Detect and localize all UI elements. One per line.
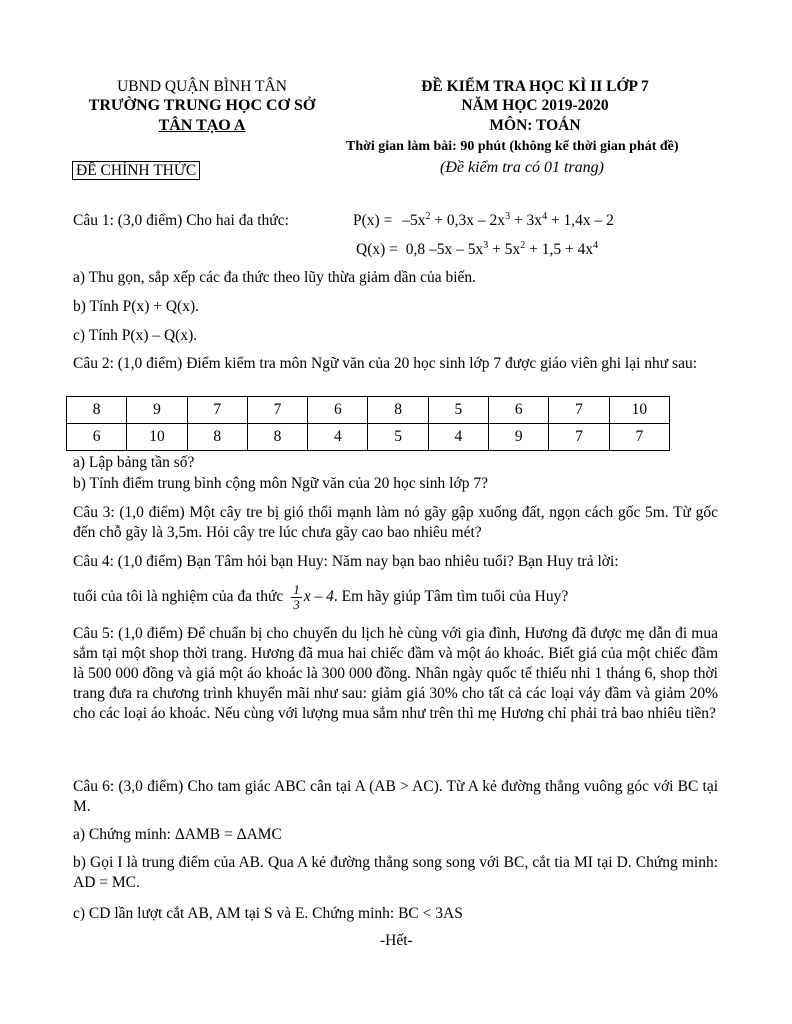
school-year: NĂM HỌC 2019-2020 bbox=[461, 97, 609, 114]
table-cell: 8 bbox=[67, 397, 127, 424]
q1-part-c: c) Tính P(x) – Q(x). bbox=[73, 327, 198, 344]
q5-text: Câu 5: (1,0 điểm) Để chuẩn bị cho chuyến du lịch hè cùng với gia đình, Hương đã được mẹ dẫn đi mua sắm tại một shop thời trang. Hương đã mua hai chiếc đầm và một áo khoác. Biết giá của một chiếc đầm là 500 000 đồng và giá một áo khoác là 300 000 đồng. Nhân ngày quốc tế thiếu nhi 1 tháng 6, shop thời trang đưa ra chương trình khuyến mãi như sau: giảm giá 30% cho tất cả các loại váy đầm và giảm 20% cho các loại áo khoác. Nếu cùng với lượng mua sắm như trên thì mẹ Hương chỉ phải trả bao nhiêu tiền? bbox=[73, 625, 718, 722]
table-cell: 7 bbox=[609, 424, 669, 451]
table-cell: 8 bbox=[368, 397, 428, 424]
scores-table bbox=[66, 396, 670, 451]
table-cell: 8 bbox=[247, 424, 307, 451]
table-row bbox=[67, 424, 670, 451]
q2-part-b: b) Tính điểm trung bình cộng môn Ngữ văn của 20 học sinh lớp 7? bbox=[73, 475, 488, 492]
p-term3: + 3x bbox=[510, 212, 543, 229]
table-cell: 5 bbox=[428, 397, 488, 424]
table-cell: 7 bbox=[549, 397, 609, 424]
q-exp2: 2 bbox=[520, 239, 526, 251]
official-label: ĐỀ CHÍNH THỨC bbox=[72, 161, 200, 180]
q4-line2-post: . Em hãy giúp Tâm tìm tuổi của Huy? bbox=[333, 588, 569, 605]
table-cell: 5 bbox=[368, 424, 428, 451]
q4-line2 bbox=[73, 577, 568, 617]
table-cell: 6 bbox=[489, 397, 549, 424]
p-exp3: 4 bbox=[542, 210, 548, 222]
table-cell: 7 bbox=[549, 424, 609, 451]
p-exp2: 3 bbox=[505, 210, 511, 222]
q-term3: + 1,5 + 4x bbox=[525, 241, 594, 258]
q4-fraction-den: 3 bbox=[293, 596, 300, 612]
school-name-line2-wrap bbox=[72, 117, 332, 135]
q4-expression: x – 4 bbox=[303, 588, 334, 605]
q1-part-b: b) Tính P(x) + Q(x). bbox=[73, 298, 199, 315]
table-cell: 4 bbox=[308, 424, 368, 451]
table-cell: 7 bbox=[187, 397, 247, 424]
q6-part-c: c) CD lần lượt cắt AB, AM tại S và E. Chứng minh: BC < 3AS bbox=[73, 905, 463, 922]
school-name-line1: TRƯỜNG TRUNG HỌC CƠ SỞ bbox=[88, 97, 316, 114]
table-cell: 9 bbox=[127, 397, 187, 424]
q-term1: 0,8 –5x – 5x bbox=[405, 241, 484, 258]
q2-part-a: a) Lập bảng tần số? bbox=[73, 454, 195, 471]
table-cell: 6 bbox=[308, 397, 368, 424]
q-exp1: 3 bbox=[483, 239, 489, 251]
q1-intro: Câu 1: (3,0 điểm) Cho hai đa thức: bbox=[73, 212, 289, 229]
q1-polynomial-p bbox=[353, 212, 614, 230]
q-exp3: 4 bbox=[593, 239, 599, 251]
q1-polynomial-q bbox=[356, 241, 598, 259]
table-cell: 4 bbox=[428, 424, 488, 451]
table-cell: 8 bbox=[187, 424, 247, 451]
pages-note: (Đề kiểm tra có 01 trang) bbox=[440, 159, 604, 176]
table-row bbox=[67, 397, 670, 424]
q6-part-a: a) Chứng minh: ΔAMB = ΔAMC bbox=[73, 826, 282, 843]
q4-line2-pre: tuổi của tôi là nghiệm của đa thức bbox=[73, 588, 284, 605]
p-lhs: P(x) = bbox=[353, 212, 393, 229]
end-marker: -Hết- bbox=[380, 932, 413, 949]
q6-part-b: b) Gọi I là trung điểm của AB. Qua A kẻ đường thẳng song song với BC, cắt tia MI tại D. Chứng minh: AD = MC. bbox=[73, 854, 718, 891]
duration: Thời gian làm bài: 90 phút (không kể thời gian phát đề) bbox=[346, 139, 679, 154]
q4-fraction-num: 1 bbox=[293, 581, 300, 597]
q4-fraction bbox=[291, 583, 302, 612]
p-exp1: 2 bbox=[425, 210, 431, 222]
district-name: UBND QUẬN BÌNH TÂN bbox=[117, 78, 287, 95]
exam-title: ĐỀ KIỂM TRA HỌC KÌ II LỚP 7 bbox=[421, 78, 649, 95]
table-cell: 9 bbox=[489, 424, 549, 451]
p-term1: –5x bbox=[402, 212, 426, 229]
table-cell: 7 bbox=[247, 397, 307, 424]
p-term2: + 0,3x – 2x bbox=[430, 212, 506, 229]
q1-part-a: a) Thu gọn, sắp xếp các đa thức theo lũy thừa giảm dần của biến. bbox=[73, 269, 477, 286]
table-cell: 10 bbox=[127, 424, 187, 451]
q2-text: Câu 2: (1,0 điểm) Điểm kiểm tra môn Ngữ văn của 20 học sinh lớp 7 được giáo viên ghi lại như sau: bbox=[73, 355, 698, 372]
p-term4: + 1,4x – 2 bbox=[547, 212, 614, 229]
subject: MÔN: TOÁN bbox=[489, 117, 581, 134]
q-term2: + 5x bbox=[488, 241, 521, 258]
table-cell: 10 bbox=[609, 397, 669, 424]
school-name-line2: TÂN TẠO A bbox=[158, 117, 246, 134]
q4-line1: Câu 4: (1,0 điểm) Bạn Tâm hỏi bạn Huy: Năm nay bạn bao nhiêu tuổi? Bạn Huy trả lời: bbox=[73, 553, 619, 570]
q6-text: Câu 6: (3,0 điểm) Cho tam giác ABC cân tại A (AB > AC). Từ A kẻ đường thẳng vuông góc với BC tại M. bbox=[73, 778, 718, 815]
table-cell: 6 bbox=[67, 424, 127, 451]
q-lhs: Q(x) = bbox=[356, 241, 398, 258]
q3-text: Câu 3: (1,0 điểm) Một cây tre bị gió thổi mạnh làm nó gãy gập xuống đất, ngọn cách gốc 5m. Từ gốc đến chỗ gãy là 3,5m. Hỏi cây tre lúc chưa gãy cao bao nhiêu mét? bbox=[73, 504, 718, 541]
